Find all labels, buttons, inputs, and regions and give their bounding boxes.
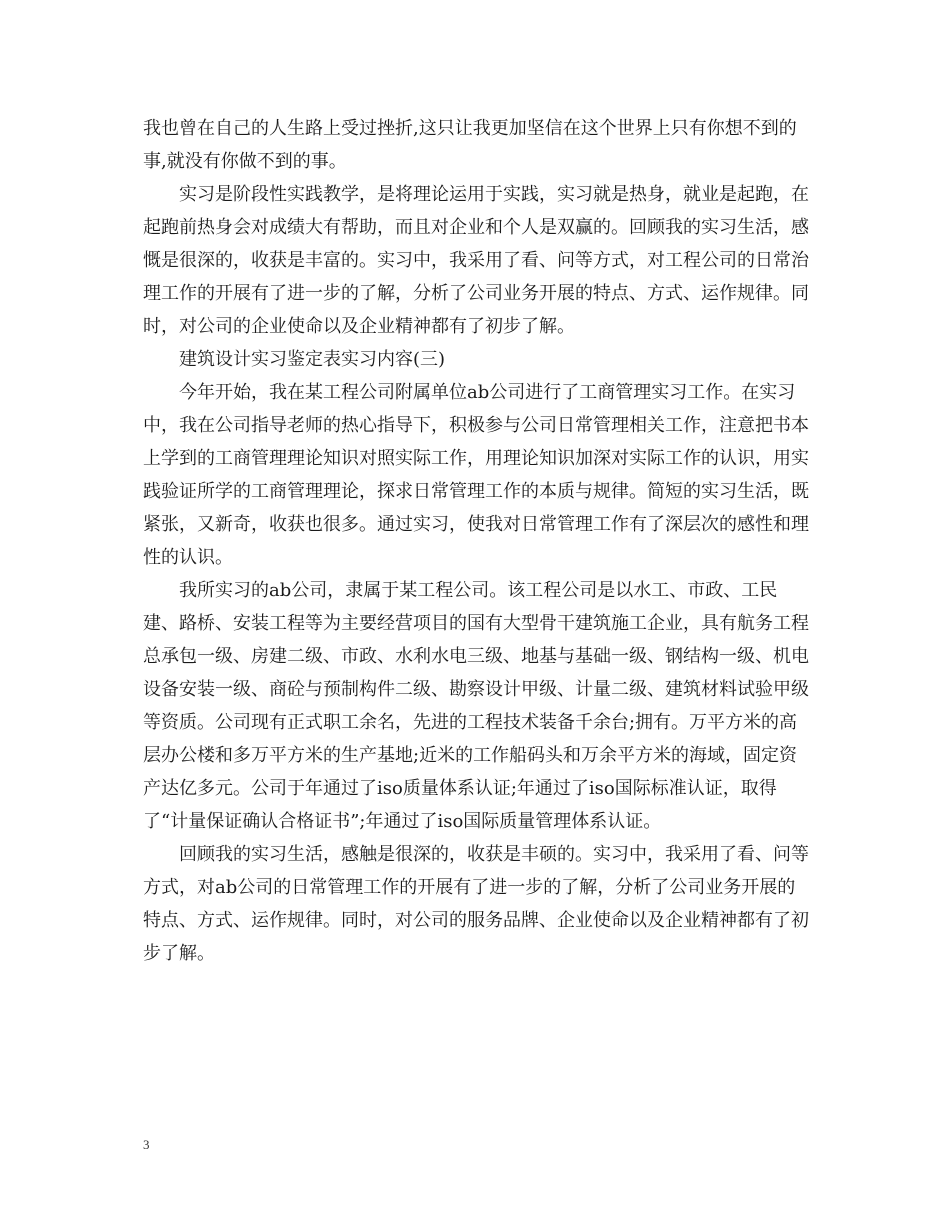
page-number: 3 [143,1137,150,1152]
document-body [143,112,813,970]
paragraph: 回顾我的实习生活，感触是很深的，收获是丰硕的。实习中，我采用了看、问等方式，对ab公司的日常管理工作的开展有了进一步的了解，分析了公司业务开展的特点、方式、运作规律。同时，对公司的服务品牌、企业使命以及企业精神都有了初步了解。 [143,844,809,964]
paragraph: 今年开始，我在某工程公司附属单位ab公司进行了工商管理实习工作。在实习中，我在公司指导老师的热心指导下，积极参与公司日常管理相关工作，注意把书本上学到的工商管理理论知识对照实际工作，用理论知识加深对实际工作的认识，用实践验证所学的工商管理理论，探求日常管理工作的本质与规律。简短的实习生活，既紧张，又新奇，收获也很多。通过实习，使我对日常管理工作有了深层次的感性和理性的认识。 [143,382,809,568]
paragraph: 我所实习的ab公司，隶属于某工程公司。该工程公司是以水工、市政、工民建、路桥、安装工程等为主要经营项目的国有大型骨干建筑施工企业，具有航务工程总承包一级、房建二级、市政、水利水电三级、地基与基础一级、钢结构一级、机电设备安装一级、商砼与预制构件二级、勘察设计甲级、计量二级、建筑材料试验甲级等资质。公司现有正式职工余名，先进的工程技术装备千余台;拥有。万平方米的高层办公楼和多万平方米的生产基地;近米的工作船码头和万余平方米的海域，固定资产达亿多元。公司于年通过了iso质量体系认证;年通过了iso国际标准认证，取得了“计量保证确认合格证书”;年通过了iso国际质量管理体系认证。 [143,580,809,832]
paragraph: 实习是阶段性实践教学，是将理论运用于实践，实习就是热身，就业是起跑，在起跑前热身会对成绩大有帮助，而且对企业和个人是双赢的。回顾我的实习生活，感慨是很深的，收获是丰富的。实习中，我采用了看、问等方式，对工程公司的日常治理工作的开展有了进一步的了解，分析了公司业务开展的特点、方式、运作规律。同时，对公司的企业使命以及企业精神都有了初步了解。 [143,184,809,337]
paragraph: 我也曾在自己的人生路上受过挫折,这只让我更加坚信在这个世界上只有你想不到的事,就没有你做不到的事。 [143,118,797,172]
section-heading: 建筑设计实习鉴定表实习内容(三) [179,349,446,370]
